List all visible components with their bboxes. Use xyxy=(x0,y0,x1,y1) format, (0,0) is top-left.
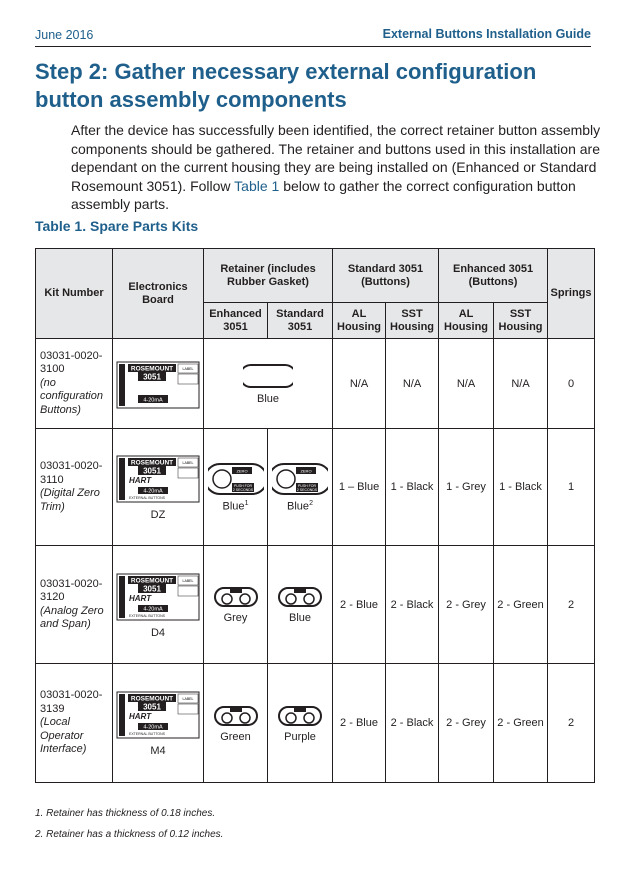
svg-text:ROSEMOUNT: ROSEMOUNT xyxy=(130,365,174,372)
header-retainer-standard: Standard 3051 xyxy=(268,303,333,339)
enh-sst-cell: 2 - Green xyxy=(494,546,548,664)
retainer-enhanced-label: Grey xyxy=(223,612,248,624)
header-kit-number: Kit Number xyxy=(36,249,113,339)
table-caption: Table 1. Spare Parts Kits xyxy=(35,218,199,234)
kit-number: 03031-0020-3110 xyxy=(40,460,103,486)
table-1-link[interactable]: Table 1 xyxy=(234,177,280,194)
retainer-standard-image xyxy=(278,704,322,728)
svg-text:EXTERNAL BUTTONS: EXTERNAL BUTTONS xyxy=(129,732,165,736)
board-code: DZ xyxy=(150,509,166,521)
kit-description: (Digital Zero Trim) xyxy=(40,487,100,513)
svg-text:3051: 3051 xyxy=(143,466,161,476)
svg-text:4-20mA: 4-20mA xyxy=(143,606,163,612)
electronics-board-image xyxy=(116,691,200,739)
intro-text-after: below to gather the correct configuration button assembly parts. xyxy=(71,177,576,213)
retainer-enhanced-cell xyxy=(204,546,268,664)
board-cell xyxy=(113,546,204,664)
board-code: D4 xyxy=(150,626,166,639)
enh-sst-cell: 2 - Green xyxy=(494,664,548,783)
retainer-standard-label: Blue xyxy=(288,612,312,624)
header-enh-sst-housing: SST Housing xyxy=(494,303,548,339)
intro-paragraph xyxy=(71,121,601,214)
svg-text:ROSEMOUNT: ROSEMOUNT xyxy=(130,695,174,703)
std-al-cell: 2 - Blue xyxy=(333,546,386,664)
footnote-1: 1. Retainer has thickness of 0.18 inches. xyxy=(35,808,216,819)
kit-number: 03031-0020-3100 xyxy=(40,349,103,376)
svg-text:4-20mA: 4-20mA xyxy=(143,397,163,403)
header-std-sst-housing: SST Housing xyxy=(386,303,439,339)
svg-text:4-20mA: 4-20mA xyxy=(143,724,163,731)
retainer-enhanced-cell xyxy=(204,664,268,783)
svg-text:3051: 3051 xyxy=(143,372,161,381)
std-al-cell: 1 – Blue xyxy=(333,429,386,546)
kit-description: (Local Operator Interface) xyxy=(40,716,87,756)
svg-text:HART: HART xyxy=(129,476,152,485)
retainer-enhanced-cell xyxy=(204,429,268,546)
header-electronics-board: Electronics Board xyxy=(113,249,204,339)
kit-number: 03031-0020-3139 xyxy=(40,689,103,715)
retainer-cell xyxy=(204,339,333,429)
retainer-standard-cell xyxy=(268,664,333,783)
intro-text-before: After the device has successfully been identified, the correct retainer button assembly components should be gathered. The retainer and buttons used in this installation are dependant on the current housing they are being installed on (Enhanced or Standard Rosemount 3051). Follow xyxy=(71,122,601,194)
footnote-ref-2: 2 xyxy=(309,500,313,508)
svg-text:3051: 3051 xyxy=(143,702,161,712)
springs-cell: 2 xyxy=(548,546,595,664)
svg-text:3051: 3051 xyxy=(143,584,161,593)
footnote-2: 2. Retainer has a thickness of 0.12 inches. xyxy=(35,829,224,840)
table-row xyxy=(36,429,595,546)
header-date: June 2016 xyxy=(35,28,94,42)
retainer-enhanced-image xyxy=(214,704,258,728)
electronics-board-image xyxy=(116,361,200,409)
svg-text:EXTERNAL BUTTONS: EXTERNAL BUTTONS xyxy=(129,613,165,618)
board-code: M4 xyxy=(150,745,166,757)
svg-text:LABEL: LABEL xyxy=(182,697,194,701)
svg-text:HART: HART xyxy=(129,712,152,721)
std-sst-cell: 2 - Black xyxy=(386,664,439,783)
std-al-cell: N/A xyxy=(333,339,386,429)
springs-cell: 2 xyxy=(548,664,595,783)
svg-text:PUSH FOR: PUSH FOR xyxy=(297,484,317,489)
svg-text:2 SECONDS: 2 SECONDS xyxy=(296,488,318,493)
board-cell xyxy=(113,429,204,546)
std-sst-cell: 1 - Black xyxy=(386,429,439,546)
std-sst-cell: 2 - Black xyxy=(386,546,439,664)
kit-description: (Analog Zero and Span) xyxy=(40,604,104,630)
footnote-ref-1: 1 xyxy=(244,500,249,508)
std-sst-cell: N/A xyxy=(386,339,439,429)
board-cell xyxy=(113,339,204,429)
kit-cell xyxy=(36,429,113,546)
table-row xyxy=(36,339,595,429)
svg-text:ROSEMOUNT: ROSEMOUNT xyxy=(130,577,174,584)
svg-text:ROSEMOUNT: ROSEMOUNT xyxy=(130,459,174,467)
svg-text:EXTERNAL BUTTONS: EXTERNAL BUTTONS xyxy=(129,496,165,500)
std-al-cell: 2 - Blue xyxy=(333,664,386,783)
retainer-enhanced-label: Blue xyxy=(222,500,245,513)
header-std-al-housing: AL Housing xyxy=(333,303,386,339)
header-retainer-enhanced: Enhanced 3051 xyxy=(204,303,268,339)
electronics-board-image xyxy=(116,573,200,621)
kit-number: 03031-0020-3120 xyxy=(40,577,103,603)
springs-cell: 1 xyxy=(548,429,595,546)
retainer-standard-label: Purple xyxy=(284,730,316,743)
enh-al-cell: 2 - Grey xyxy=(439,546,494,664)
enh-al-cell: N/A xyxy=(439,339,494,429)
svg-text:ZERO: ZERO xyxy=(300,468,312,474)
svg-text:LABEL: LABEL xyxy=(182,461,194,465)
enh-sst-cell: 1 - Black xyxy=(494,429,548,546)
spare-parts-table xyxy=(35,248,595,783)
enh-al-cell: 2 - Grey xyxy=(439,664,494,783)
table-row xyxy=(36,546,595,664)
header-enhanced-buttons: Enhanced 3051 (Buttons) xyxy=(439,249,548,303)
kit-cell xyxy=(36,546,113,664)
header-enh-al-housing: AL Housing xyxy=(439,303,494,339)
retainer-standard-label: Blue xyxy=(287,500,310,513)
svg-text:LABEL: LABEL xyxy=(182,578,194,583)
retainer-standard-cell xyxy=(268,546,333,664)
kit-cell xyxy=(36,664,113,783)
retainer-enhanced-label: Green xyxy=(220,730,251,743)
svg-text:HART: HART xyxy=(129,593,152,603)
header-standard-buttons: Standard 3051 (Buttons) xyxy=(333,249,439,303)
springs-cell: 0 xyxy=(548,339,595,429)
header-rule xyxy=(35,46,591,47)
retainer-enhanced-image xyxy=(208,461,264,497)
svg-text:LABEL: LABEL xyxy=(182,366,194,371)
header-retainer: Retainer (includes Rubber Gasket) xyxy=(204,249,333,303)
table-row xyxy=(36,664,595,783)
retainer-standard-image xyxy=(272,461,328,497)
retainer-standard-image xyxy=(278,585,322,609)
kit-cell xyxy=(36,339,113,429)
svg-text:2 SECONDS: 2 SECONDS xyxy=(232,488,253,493)
retainer-enhanced-image xyxy=(214,585,258,609)
footnotes xyxy=(35,803,223,845)
retainer-blank-image xyxy=(243,362,293,390)
board-cell xyxy=(113,664,204,783)
header-guide-title: External Buttons Installation Guide xyxy=(382,27,591,41)
retainer-label: Blue xyxy=(256,393,280,405)
enh-sst-cell: N/A xyxy=(494,339,548,429)
svg-text:4-20mA: 4-20mA xyxy=(143,488,163,495)
kit-description: (no configuration Buttons) xyxy=(40,376,103,416)
enh-al-cell: 1 - Grey xyxy=(439,429,494,546)
svg-text:ZERO: ZERO xyxy=(235,468,248,474)
header-springs: Springs xyxy=(548,249,595,339)
step-title: Step 2: Gather necessary external configuration button assembly components xyxy=(35,59,537,112)
retainer-standard-cell xyxy=(268,429,333,546)
electronics-board-image xyxy=(116,455,200,503)
svg-text:PUSH FOR: PUSH FOR xyxy=(233,484,252,489)
